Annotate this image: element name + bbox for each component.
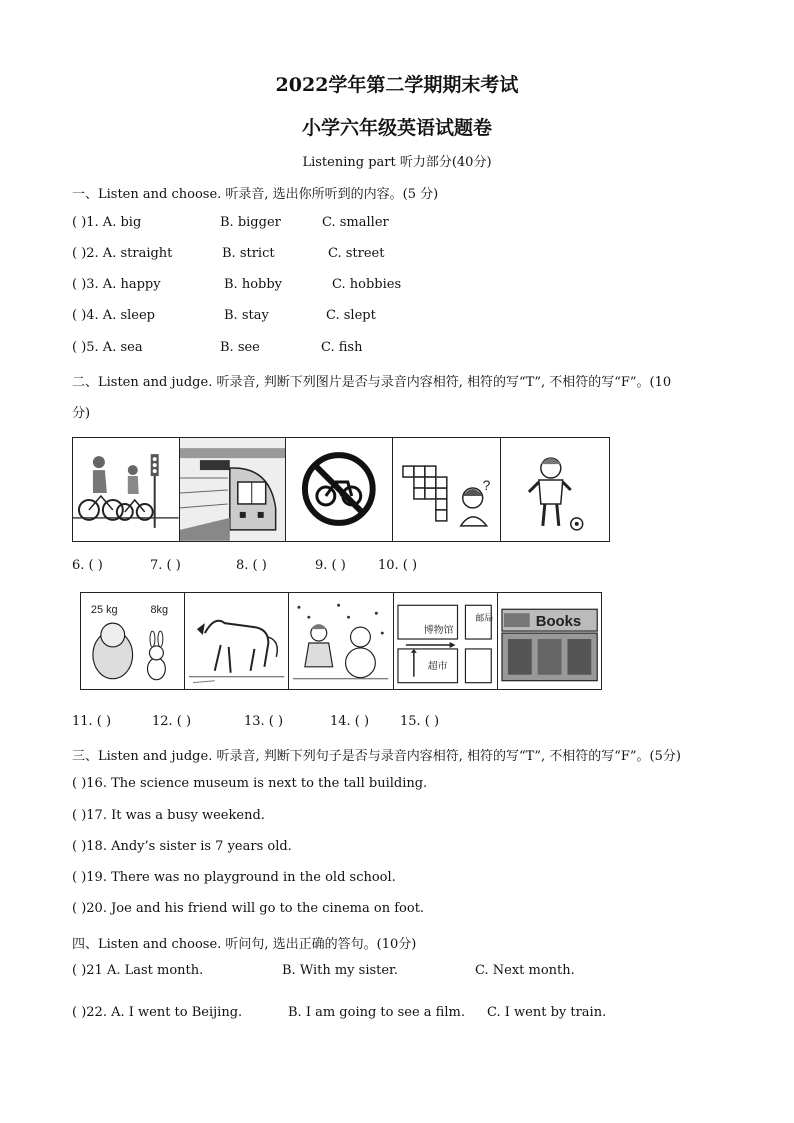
books-sign-label: Books [535,614,581,631]
picture-street-map [394,593,498,689]
q2-option-b: B. strict [222,246,275,261]
q21-option-a: ( )21 A. Last month. [72,963,204,978]
question-20: ( )20. Joe and his friend will go to the cinema on foot. [72,901,425,916]
picture-cycling [73,438,180,541]
q1-option-b: B. bigger [220,215,281,230]
answer-8[interactable]: 8. ( ) [236,558,267,573]
q5-option-a: ( )5. A. sea [72,340,143,355]
q5-option-b: B. see [220,340,260,355]
picture-bookstore [498,593,601,689]
question-3 [72,277,672,295]
picture-strip-2 [80,592,602,690]
question-16: ( )16. The science museum is next to the tall building. [72,776,428,791]
question-5 [72,340,672,358]
question-18: ( )18. Andy’s sister is 7 years old. [72,839,292,854]
q2-option-a: ( )2. A. straight [72,246,173,261]
q21-option-b: B. With my sister. [282,963,398,978]
question-1 [72,215,672,233]
q5-option-c: C. fish [321,340,363,355]
q4-option-c: C. slept [326,308,376,323]
answer-13[interactable]: 13. ( ) [244,714,284,729]
picture-football-player [501,438,609,541]
supermarket-label: 超市 [427,660,448,672]
q3-option-c: C. hobbies [332,277,402,292]
picture-strip-1 [72,437,610,542]
answer-6[interactable]: 6. ( ) [72,558,103,573]
section3-heading: 三、Listen and judge. 听录音, 判断下列句子是否与录音内容相符, 相符的写“T”, 不相符的写“F”。(5分) [72,749,681,764]
question-4 [72,308,672,326]
svg-text:?: ? [482,476,491,493]
picture-crossword-girl [393,438,502,541]
weight-left-label: 25 kg [90,604,118,617]
q22-option-c: C. I went by train. [487,1005,607,1020]
question-21 [72,963,672,981]
q4-option-a: ( )4. A. sleep [72,308,156,323]
q22-option-a: ( )22. A. I went to Beijing. [72,1005,243,1020]
picture-no-bikes-sign [286,438,393,541]
exam-subtitle: 小学六年级英语试题卷 [301,117,492,139]
picture-horse [185,593,289,689]
q21-option-c: C. Next month. [475,963,575,978]
weight-right-label: 8kg [150,604,169,617]
museum-label: 博物馆 [423,625,454,637]
q2-option-c: C. street [328,246,385,261]
answer-14[interactable]: 14. ( ) [330,714,370,729]
answer-12[interactable]: 12. ( ) [152,714,192,729]
picture-snowman-girl [289,593,393,689]
part-heading: Listening part 听力部分(40分) [302,155,492,170]
exam-title: 2022学年第二学期期末考试 [275,74,519,96]
answer-9[interactable]: 9. ( ) [315,558,346,573]
question-17: ( )17. It was a busy weekend. [72,808,265,823]
question-22 [72,1005,672,1023]
section1-heading: 一、Listen and choose. 听录音, 选出你所听到的内容。(5 分) [72,187,439,202]
section4-heading: 四、Listen and choose. 听问句, 选出正确的答句。(10分) [72,937,417,952]
q22-option-b: B. I am going to see a film. [288,1005,465,1020]
question-2 [72,246,672,264]
answer-15[interactable]: 15. ( ) [400,714,440,729]
section2-heading: 二、Listen and judge. 听录音, 判断下列图片是否与录音内容相符, 相符的写“T”, 不相符的写“F”。(10 [72,375,672,390]
q1-option-c: C. smaller [322,215,389,230]
q1-option-a: ( )1. A. big [72,215,142,230]
q3-option-a: ( )3. A. happy [72,277,161,292]
picture-monkey-rabbit [81,593,185,689]
q4-option-b: B. stay [224,308,269,323]
q3-option-b: B. hobby [224,277,283,292]
post-office-label: 邮局 [474,614,493,625]
answer-7[interactable]: 7. ( ) [150,558,181,573]
answer-11[interactable]: 11. ( ) [72,714,112,729]
section2-heading-cont: 分) [72,406,91,421]
picture-subway [180,438,287,541]
question-19: ( )19. There was no playground in the old school. [72,870,396,885]
answer-10[interactable]: 10. ( ) [378,558,418,573]
